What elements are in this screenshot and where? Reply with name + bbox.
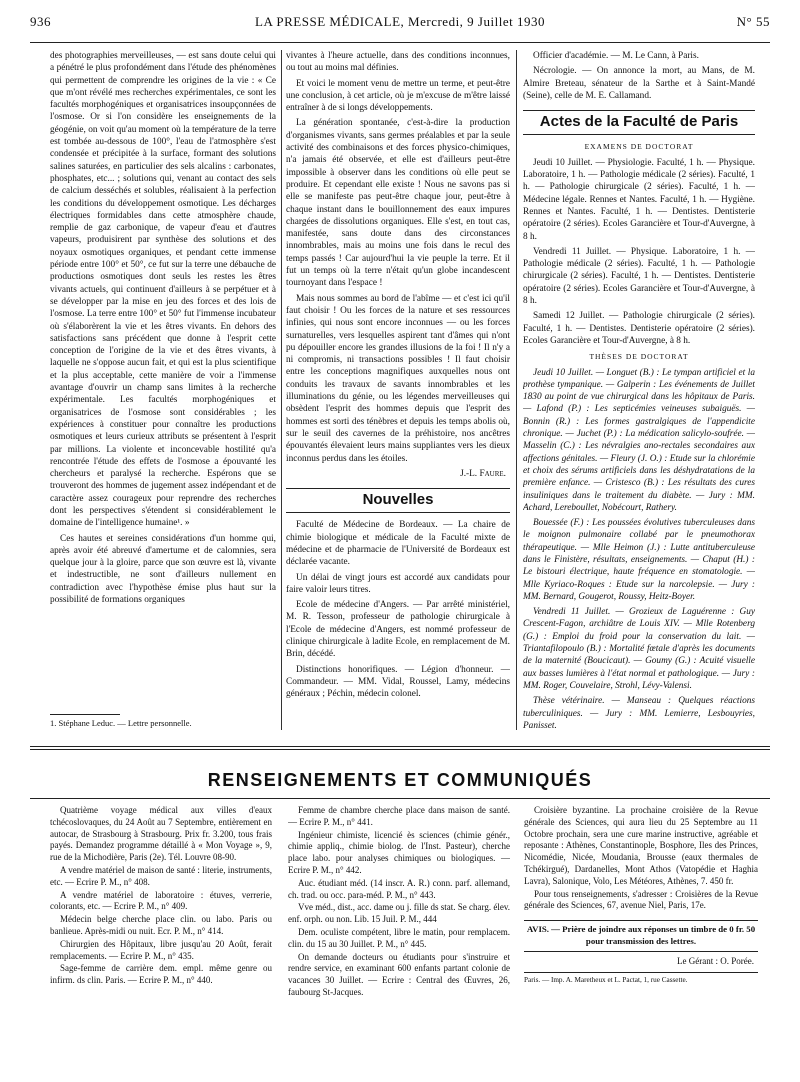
article-column-2 <box>286 50 510 730</box>
section-rule-under-title <box>30 798 770 799</box>
section-rule-top-2 <box>30 749 770 750</box>
footnote-rule <box>50 714 120 715</box>
article-paragraph: vivantes à l'heure actuelle, dans des conditions inconnues, ou tout au moins mal définies. <box>286 51 510 74</box>
footnote: 1. Stéphane Leduc. — Lettre personnelle. <box>50 718 192 728</box>
classified-item: Sage-femme de carrière dem. empl. même genre ou infirm. ds clin. Paris. — Ecrire P. M., n° 440. <box>50 963 272 986</box>
header-rule <box>30 42 770 43</box>
actes-faculte-heading: Actes de la Faculté de Paris <box>523 110 755 135</box>
classified-item: On demande docteurs ou étudiants pour s'instruire et rendre service, en examinant 600 enfants partant colonie de vacances 30 Juillet. — Ecrire : Central des Œuvres, 26, faubourg St-Jacques. <box>288 951 510 997</box>
classified-item: Dem. oculiste compétent, libre le matin, pour remplacem. clin. du 15 au 30 Juillet. P. M., n° 445. <box>288 926 510 949</box>
classified-item: A vendre matériel de laboratoire : étuves, verrerie, colorants, etc. — Ecrire P. M., n° 409. <box>50 889 272 912</box>
necrologie-notice: Nécrologie. — On annonce la mort, au Mans, de M. Almire Breteau, sénateur de la Sarthe et à Saint-Mandé (Seine), celle de M. E. Callamand. <box>523 66 755 101</box>
article-column-1 <box>50 50 276 730</box>
classified-item: Pour tous renseignements, s'adresser : Croisières de la Revue générale des Sciences, 67, avenue Niel, Paris, 17e. <box>524 888 758 911</box>
classified-item: Chirurgien des Hôpitaux, libre jusqu'au 20 Août, ferait remplacements. — Ecrire P. M., n° 435. <box>50 938 272 961</box>
article-paragraph: Mais nous sommes au bord de l'abîme — et c'est ici qu'il faut choisir ! Ou les forces de la nature et ses ressources infinies, qui nous sont encore inconnues — ou les forces surnaturelles, vers lesquelles aspirent tant d'âmes qui n'ont pu dépouiller encore les grandes illusions de la foi ! Il n'y a ni compromis, ni transactions possibles ! Il faut choisir entre les conceptions magnifiques auxquelles nous ont conduits les travaux de savants innombrables et les illuminations du génie, ou les légendes merveilleuses qui obsèdent l'esprit des hommes depuis que l'esprit des hommes est sorti des ténèbres et depuis les temps abolis où, sur le seuil des cavernes de la préhistoire, nos ancêtres épouvantés élevaient leurs mains suppliantes vers les dieux inconnus perdus dans les étoiles. <box>286 293 510 464</box>
avis-notice: AVIS. — Prière de joindre aux réponses un timbre de 0 fr. 50 pour transmission des lettres. <box>524 920 758 952</box>
news-item: Distinctions honorifiques. — Légion d'honneur. — Commandeur. — MM. Vidal, Roussel, Lamy, médecins généraux ; Péchin, médecin colonel. <box>286 664 510 700</box>
news-item: Faculté de Médecine de Bordeaux. — La chaire de chimie biologique et médicale de la Faculté mixte de médecine et de pharmacie de l'Université de Bordeaux est déclarée vacante. <box>286 520 510 568</box>
author-signature: J.-L. Faure. <box>460 468 506 479</box>
thesis-entry: Bouessée (F.) : Les poussées évolutives tuberculeuses dans le moignon pulmonaire collabé par le pneumothorax thérapeutique. — Mlle Heimon (J.) : Lutte antituberculeuse dans le Finistère, résultats, enseignements. — Chaput (H.) : Le bistouri électrique, haute fréquence en stomatologie. — Mlle Kyriaco-Roques : Etude sur la narcolepsie. — Jury : MM. Bernard, Gougerot, Roussy, Heitz-Boyer. <box>523 518 755 602</box>
issue-number: N° 55 <box>736 14 770 29</box>
news-item: Un délai de vingt jours est accordé aux candidats pour faire valoir leurs titres. <box>286 572 510 595</box>
classified-item: Vve méd., dist., acc. dame ou j. fille ds stat. Se charg. élev. enf. orph. ou non. Lib. 15 Juil. P. M., 444 <box>288 902 510 925</box>
article-column-3 <box>523 50 755 730</box>
examens-subheading: EXAMENS DE DOCTORAT <box>584 142 694 152</box>
article-paragraph: Ces hautes et sereines considérations d'un homme qui, après avoir été abreuvé d'amertume et de calomnies, sera quelque jour à la gloire, parce que son œuvre est là, vivante et indestructible, ne sont d'ailleurs nullement en contradiction avec l'hypothèse émise plus haut sur la possibilité de formations organiques <box>50 533 276 606</box>
thesis-entry: Thèse vétérinaire. — Manseau : Quelques réactions tuberculiniques. — Jury : MM. Lemierre, Lesbouyries, Panisset. <box>523 696 755 730</box>
article-paragraph: des photographies merveilleuses, — est sans doute celui qui a pénétré le plus profondément dans l'étude des phénomènes qui permettent de comprendre les origines de la vie : « Ce que m'ont révélé mes recherches expérimentales, ce sont les facultés morphogéniques et organisatrices insoupçonnées de l'osmose. Or si l'on considère les enseignements de la géogénie, on voit qu'au moment où la température de la terre est tombée au-dessous de 100°, l'eau de l'atmosphère s'est condensée et précipitée à la surface, formant des solutions salines saturées, en particulier des sels alcalins : carbonates, phosphates, etc... ; solutions qui, venant au contact des sels de calcium desséchés et solubles, réalisaient à la perfection les conditions du développement osmotique. Les décharges électriques formidables dans cette atmosphère chaude, remplie de gaz carbonique, de vapeur d'eau et d'autres vapeurs, produisirent par synthèse des solutions et des noyaux osmotiques organiques, et pendant cette immense période entre 100° et 50°, ce fut sur la terre une débauche de productions osmotiques dont seuls les restes les êtres vivants actuels, qui continuent d'ailleurs à se perpétuer et à se développer par la mise en jeu des forces et des lois de l'osmose. La terre entre 100° et 50° fut l'immense incubateur où s'élaborèrent la vie et les êtres vivants. En dehors des satisfactions sans précédent que donne à l'esprit cette conception de l'origine de la vie et des êtres vivants, à laquelle ne s'oppose aucun fait, et qui est la plus scientifique et la plus acceptable, cette manière de voir a l'immense avantage d'ouvrir un champ sans limites à la recherche expérimentale. Les facultés morphogéniques et organisatrices de l'osmose sont considérables ; les expériences à constituer pour connaître les productions osmotiques et leurs curieux attributs se présentent à l'esprit par millions. La violente et inconcevable hostilité qu'a rencontrée l'étude des effets de l'osmose a épouvanté les chercheurs et paralysé la recherche. Espérons que se trouveront des hommes de jugement assez indépendant et de caractère assez courageux pour reprendre des recherches dont les perspectives s'étendent si considérablement le domaine de l'intelligence humaine¹. » <box>50 51 276 529</box>
page-header <box>30 14 770 36</box>
classified-item: A vendre matériel de maison de santé : literie, instruments, etc. — Ecrire P. M., n° 408. <box>50 864 272 887</box>
journal-title: LA PRESSE MÉDICALE, Mercredi, 9 Juillet 1930 <box>255 14 545 29</box>
thesis-entry: Jeudi 10 Juillet. — Longuet (B.) : Le tympan artificiel et la prothèse tympanique. — Galperin : Les événements de Juillet 1830 au point de vue chirurgical dans les hôpitaux de Paris. — Lafond (P.) : Les septicémies veineuses subaiguës. — Bonnin (R.) : Les formes gastralgiques de l'appendicite chronique. — Juchet (P.) : La médication salicylo-soufrée. — Masselin (C.) : Les névralgies ano-rectales secondaires aux affections génitales. — Fleury (J. O.) : Etude sur la chlorémie et choix des sérums artificiels dans les déshydratations de la première enfance. — Cristesco (B.) : Les résultats des cures insuliniques dans le traitement du diabète. — Jury : MM. Achard, Lereboullet, Nobécourt, Rathery. <box>523 367 755 513</box>
section-rule-top <box>30 746 770 747</box>
classifieds-column-1 <box>50 805 272 1020</box>
news-item: Ecole de médecine d'Angers. — Par arrêté ministériel, M. R. Tesson, professeur de pathologie chirurgicale à l'Ecole de médecine d'Angers, est nommé professeur de clinique chirurgicale à ladite Ecole, en remplacement de M. Brin, décédé. <box>286 600 510 660</box>
imprimeur-line: Paris. — Imp. A. Maretheux et L. Pactat, 1, rue Cassette. <box>524 972 758 987</box>
gerant-line: Le Gérant : O. Porée. <box>677 955 754 966</box>
page-number: 936 <box>30 14 51 29</box>
classified-item: Croisière byzantine. La prochaine croisière de la Revue générale des Sciences, qui aura lieu du 25 Septembre au 11 Octobre prochain, sera une cure marine instructive, agréable et reposante : Athènes, Constantinople, Bosphore, Iles des Princes, Nicomédie, Nicée, Moudania, Brousse (eaux thermales de Tchékirgué), Dardanelles, Mont Athos (Vatopédie et Haghia Lavra), Salonique, Volo, Les Météores, Athènes, 7. 450 fr. <box>524 805 758 886</box>
renseignements-heading: RENSEIGNEMENTS ET COMMUNIQUÉS <box>207 770 593 790</box>
classified-item: Auc. étudiant méd. (14 inscr. A. R.) conn. parf. allemand, ch. trad. ou occ. para-méd. P. M., n° 443. <box>288 877 510 900</box>
officier-notice: Officier d'académie. — M. Le Cann, à Paris. <box>533 51 699 61</box>
classifieds-column-3 <box>524 805 758 1020</box>
nouvelles-heading: Nouvelles <box>286 488 510 513</box>
classifieds-column-2 <box>288 805 510 1020</box>
classified-item: Quatrième voyage médical aux villes d'eaux tchécoslovaques, du 24 Août au 7 Septembre, entièrement en autocar, de Strasbourg à Strasbourg. Prix fr. 3.200, tous frais payés. Demandez programme détaillé à « Mon Voyage », 9, rue de la Michodière, Paris (2e). Tél. Louvre 08-90. <box>50 805 272 863</box>
column-divider <box>281 50 282 730</box>
classified-item: Femme de chambre cherche place dans maison de santé. — Ecrire P. M., n° 441. <box>288 805 510 827</box>
exam-entry: Vendredi 11 Juillet. — Physique. Laboratoire, 1 h. — Pathologie médicale (2 séries). Faculté, 1 h. — Pathologie chirurgicale (2 séries). Faculté, 1 h. — Dentistes. Dentisterie opératoire (2 séries). Ecoles Garancière et Tour-d'Auvergne, à 8 h. <box>523 246 755 307</box>
theses-subheading: THÈSES DE DOCTORAT <box>589 352 689 362</box>
article-paragraph: La génération spontanée, c'est-à-dire la production d'organismes vivants, sans germes préalables et par la seule activité des combinaisons et des forces physico-chimiques, n'a jamais été observée, et elle est d'ailleurs peut-être impossible à observer dans les conditions où elle peut se produire. Et cependant elle existe ! Nous ne savons pas si elle se manifeste pas peut-être chaque jour, peut-être à chaque instant dans le bouillonnement des eaux impures chargées de dissolutions organiques. Elle s'est, en tout cas, manifestée, sans doute dans des circonstances innombrables, mais au moins une fois dans le recul des temps passés ! Car aujourd'hui la vie peuple la terre. Et il fut un temps où la terre n'était qu'un globe incandescent tournoyant dans l'espace ! <box>286 118 510 289</box>
thesis-entry: Vendredi 11 Juillet. — Grozieux de Laguérenne : Guy Crescent-Fagon, archiâtre de Louis XIV. — Mlle Rotenberg (G.) : Emploi du froid pour la conservation du lait. — Triantafilopoulo (B.) : Mortalité fœtale d'après les documents de la maternité (Boucicaut). — Goumy (G.) : Acuité visuelle aux basses lumières à l'état normal et pathologique. — Jury : MM. Roger, Couvelaire, Strohl, Lévy-Valensi. <box>523 607 755 691</box>
article-paragraph: Et voici le moment venu de mettre un terme, et peut-être une conclusion, à cet article, où je m'excuse de m'être laissé entraîner à de si longs développements. <box>286 78 510 114</box>
exam-entry: Samedi 12 Juillet. — Pathologie chirurgicale (2 séries). Faculté, 1 h. — Dentistes. Dentisterie opératoire (2 séries). Ecoles Garancière et Tour-d'Auvergne, à 8 h. <box>523 311 755 346</box>
exam-entry: Jeudi 10 Juillet. — Physiologie. Faculté, 1 h. — Physique. Laboratoire, 1 h. — Pathologie médicale (2 séries). Faculté, 1 h. — Pathologie chirurgicale (2 séries). Faculté, 1 h. — Médecine légale. Rennes et Nantes. Faculté, 1 h. — Hygiène. Rennes et Nantes. Faculté, 1 h. — Dentistes. Dentisterie opératoire (2 séries). Ecoles Garancière et Tour-d'Auvergne, à 8 h. <box>523 157 755 242</box>
column-divider <box>516 50 517 730</box>
classified-item: Ingénieur chimiste, licencié ès sciences (chimie génér., chimie appliq., chimie biolog. de l'Inst. Pasteur), cherche place labo. pour analyses chimiques ou biologiques. — Ecrire P. M., n° 442. <box>288 829 510 875</box>
classified-item: Médecin belge cherche place clin. ou labo. Paris ou banlieue. Après-midi ou nuit. Ecr. P. M., n° 414. <box>50 914 272 936</box>
